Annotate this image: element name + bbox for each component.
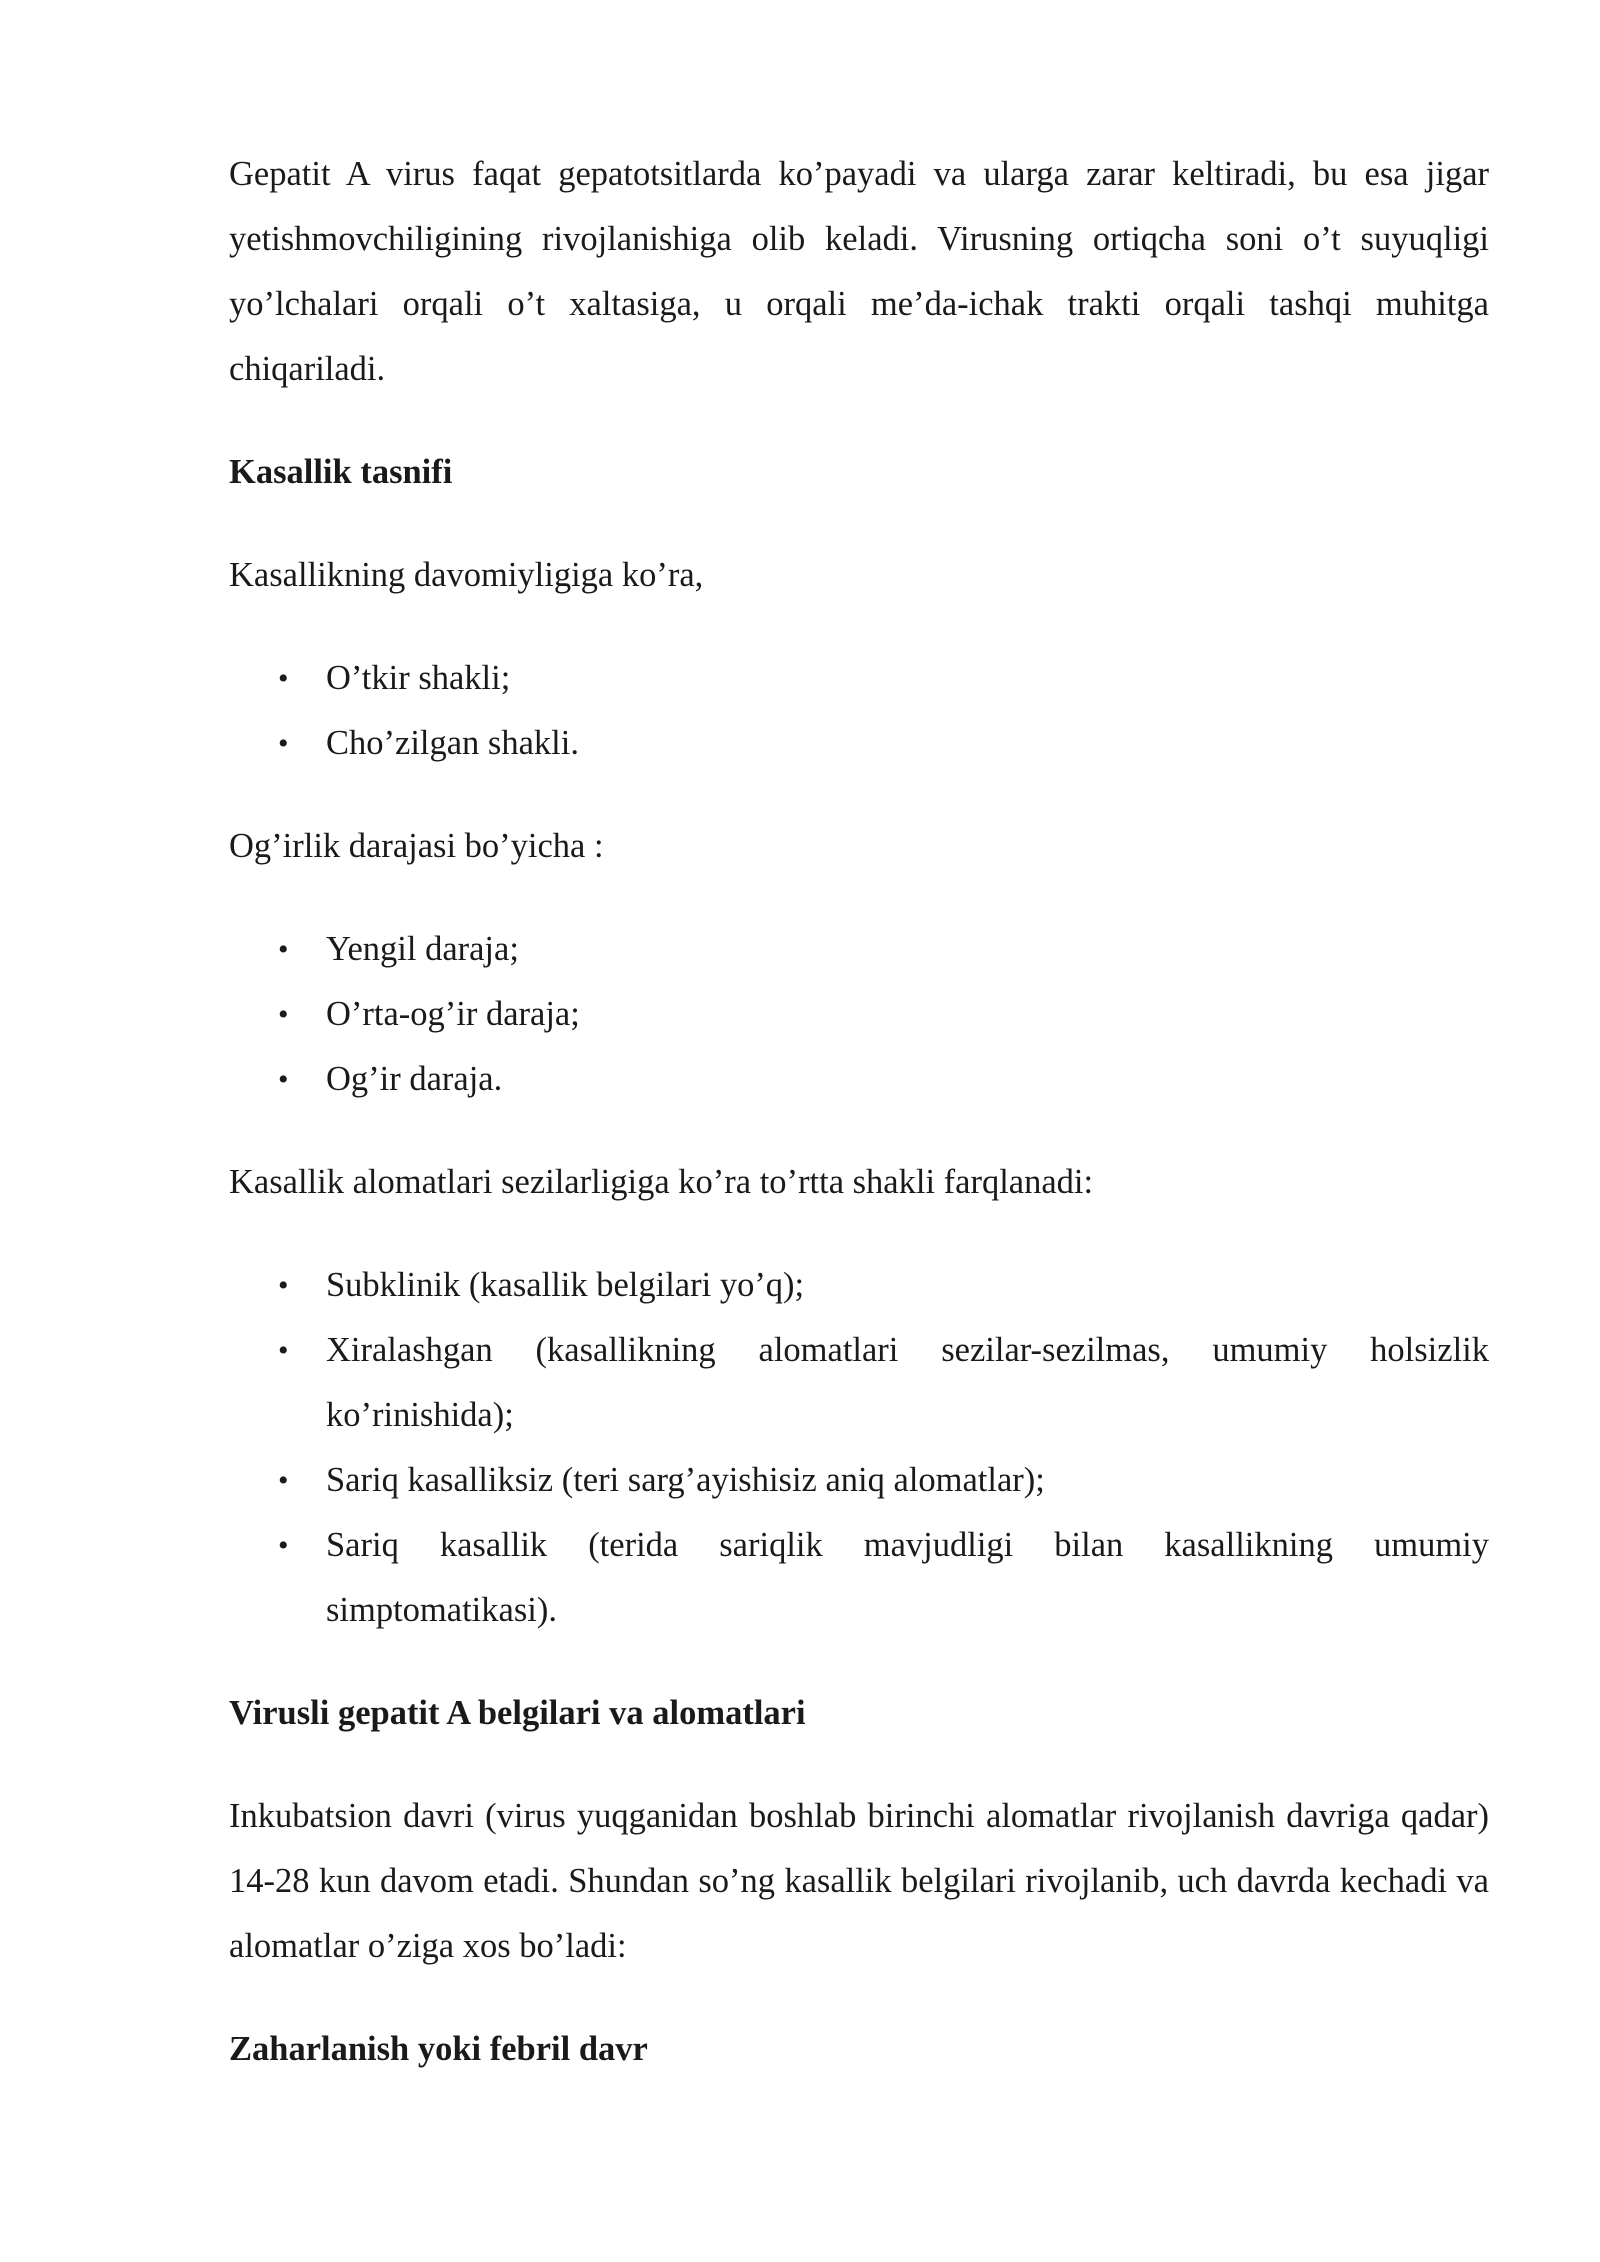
symptoms-intro: Kasallik alomatlari sezilarligiga ko’ra to’rtta shakli farqlanadi:: [229, 1163, 1094, 1201]
severity-intro: Og’irlik darajasi bo’yicha :: [229, 827, 604, 865]
list-item: • Yengil daraja;: [229, 917, 1489, 982]
heading-febrile: Zaharlanish yoki febril davr: [229, 2030, 648, 2068]
bullet-icon: •: [278, 933, 289, 966]
duration-list: [229, 646, 1489, 776]
list-item: • O’rta-og’ir daraja;: [229, 982, 1489, 1047]
bullet-icon: •: [278, 1063, 289, 1096]
list-item: • Sariq kasalliksiz (teri sarg’ayishisiz aniq alomatlar);: [229, 1448, 1489, 1513]
intro-paragraph: Gepatit A virus faqat gepatotsitlarda ko’payadi va ularga zarar keltiradi, bu esa jigar yetishmovchiligining rivojlanishiga olib keladi. Virusning ortiqcha soni o’t suyuqligi yo’lchalari orqali o’t xaltasiga, u orqali me’da-ichak trakti orqali tashqi muhitga chiqariladi.: [229, 155, 1489, 388]
bullet-icon: •: [278, 727, 289, 760]
incubation-paragraph: Inkubatsion davri (virus yuqganidan boshlab birinchi alomatlar rivojlanish davriga qadar) 14-28 kun davom etadi. Shundan so’ng kasallik belgilari rivojlanib, uch davrda kechadi va alomatlar o’ziga xos bo’ladi:: [229, 1797, 1489, 1965]
heading-signs: Virusli gepatit A belgilari va alomatlari: [229, 1694, 806, 1732]
bullet-icon: •: [278, 662, 289, 695]
duration-intro: Kasallikning davomiyligiga ko’ra,: [229, 556, 704, 594]
document-page: [229, 142, 1489, 2082]
bullet-icon: •: [278, 1464, 289, 1497]
list-item: • Og’ir daraja.: [229, 1047, 1489, 1112]
list-item: • Subklinik (kasallik belgilari yo’q);: [229, 1253, 1489, 1318]
list-item: • Sariq kasallik (terida sariqlik mavjudligi bilan kasallikning umumiy simptomatikasi).: [229, 1513, 1489, 1643]
symptoms-list: [229, 1253, 1489, 1643]
severity-list: [229, 917, 1489, 1112]
list-item: • Xiralashgan (kasallikning alomatlari sezilar-sezilmas, umumiy holsizlik ko’rinishida);: [229, 1318, 1489, 1448]
bullet-icon: •: [278, 1529, 289, 1562]
bullet-icon: •: [278, 998, 289, 1031]
list-item: • O’tkir shakli;: [229, 646, 1489, 711]
bullet-icon: •: [278, 1269, 289, 1302]
list-item: • Cho’zilgan shakli.: [229, 711, 1489, 776]
bullet-icon: •: [278, 1334, 289, 1367]
heading-classification: Kasallik tasnifi: [229, 453, 453, 491]
